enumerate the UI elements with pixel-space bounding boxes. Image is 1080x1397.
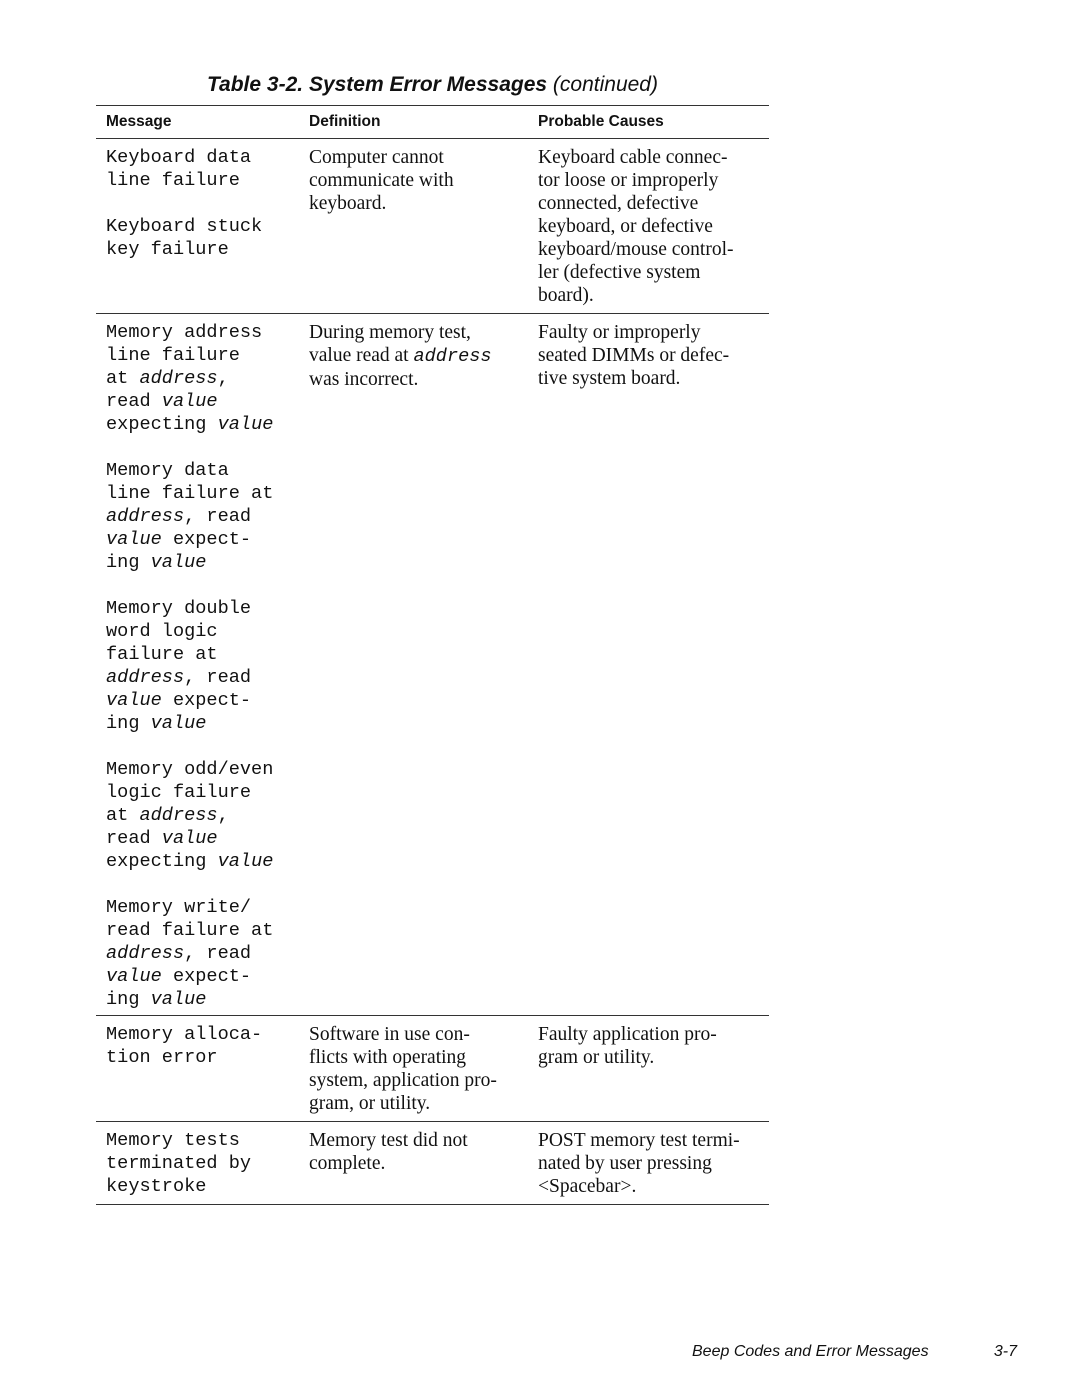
- variable-text: value: [106, 529, 162, 550]
- cause-line: [538, 238, 766, 261]
- message-line: [106, 620, 306, 643]
- definition-line: [309, 1152, 531, 1175]
- text-run: <Spacebar>.: [538, 1176, 637, 1197]
- variable-text: value: [106, 690, 162, 711]
- message-line: [106, 528, 306, 551]
- caption-title: System Error Messages: [308, 73, 548, 96]
- definition-line: [309, 1023, 531, 1046]
- header-definition: Definition: [309, 113, 381, 130]
- text-run: Keyboard stuck: [106, 216, 263, 237]
- variable-text: value: [150, 552, 207, 573]
- message-line: [106, 344, 306, 367]
- message-line: [106, 215, 306, 238]
- cause-line: [538, 192, 766, 215]
- text-run: gram or utility.: [538, 1047, 655, 1068]
- text-run: connected, defective: [538, 193, 699, 214]
- error-message: [106, 1023, 306, 1069]
- message-line: [106, 413, 306, 436]
- message-line: [106, 169, 306, 192]
- text-run: Memory address: [106, 322, 263, 343]
- text-run: board).: [538, 285, 594, 306]
- text-run: word logic: [106, 621, 218, 642]
- message-line: [106, 482, 306, 505]
- row-divider: [96, 313, 769, 314]
- variable-text: value: [106, 966, 162, 987]
- text-run: Memory data: [106, 460, 229, 481]
- text-run: Memory tests: [106, 1130, 240, 1151]
- text-run: key failure: [106, 239, 229, 260]
- text-run: value read at: [309, 345, 414, 366]
- text-run: , read: [184, 667, 252, 688]
- message-line: [106, 988, 306, 1011]
- text-run: communicate with: [309, 170, 454, 191]
- variable-text: address: [106, 943, 185, 964]
- text-run: Memory test did not: [309, 1130, 468, 1151]
- text-run: failure at: [106, 644, 218, 665]
- text-run: flicts with operating: [309, 1047, 467, 1068]
- text-run: During memory test,: [309, 322, 471, 343]
- text-run: keyboard/mouse control-: [538, 239, 734, 260]
- text-run: Memory odd/even: [106, 759, 274, 780]
- cause-line: [538, 1152, 766, 1175]
- text-run: was incorrect.: [309, 369, 419, 390]
- message-line: [106, 505, 306, 528]
- text-run: expecting: [106, 414, 218, 435]
- text-run: Software in use con-: [309, 1024, 470, 1045]
- header-message: Message: [106, 113, 172, 130]
- text-run: expect-: [161, 529, 252, 550]
- text-run: ler (defective system: [538, 262, 701, 283]
- message-line: [106, 551, 306, 574]
- variable-text: value: [217, 414, 274, 435]
- caption-label: Table 3-2.: [207, 73, 304, 96]
- text-run: ing: [106, 552, 151, 573]
- header-probable-causes: Probable Causes: [538, 113, 664, 130]
- message-line: [106, 666, 306, 689]
- probable-causes-cell: [538, 1023, 766, 1069]
- text-run: , read: [184, 943, 252, 964]
- message-cell: [106, 146, 306, 261]
- message-cell: [106, 1023, 306, 1069]
- error-message: [106, 1129, 306, 1198]
- definition-cell: [309, 146, 531, 215]
- message-line: [106, 146, 306, 169]
- text-run: terminated by: [106, 1153, 252, 1174]
- table-bottom-rule: [96, 1204, 769, 1205]
- definition-line: [309, 146, 531, 169]
- message-line: [106, 781, 306, 804]
- message-line: [106, 1023, 306, 1046]
- definition-line: [309, 1092, 531, 1115]
- message-line: [106, 942, 306, 965]
- text-run: ,: [217, 368, 229, 389]
- cause-line: [538, 1023, 766, 1046]
- variable-text: value: [217, 851, 274, 872]
- message-line: [106, 643, 306, 666]
- text-run: Computer cannot: [309, 147, 444, 168]
- message-line: [106, 804, 306, 827]
- text-run: keyboard.: [309, 193, 387, 214]
- error-message: [106, 146, 306, 192]
- probable-causes-cell: [538, 321, 766, 390]
- variable-text: address: [413, 346, 492, 367]
- variable-text: value: [150, 713, 207, 734]
- text-run: line failure: [106, 170, 240, 191]
- text-run: gram, or utility.: [309, 1093, 431, 1114]
- text-run: Faulty application pro-: [538, 1024, 717, 1045]
- text-run: keyboard, or defective: [538, 216, 713, 237]
- cause-line: [538, 367, 766, 390]
- error-message: [106, 758, 306, 873]
- message-line: [106, 1046, 306, 1069]
- text-run: Keyboard cable connec-: [538, 147, 728, 168]
- text-run: system, application pro-: [309, 1070, 497, 1091]
- definition-cell: [309, 1129, 531, 1175]
- message-line: [106, 367, 306, 390]
- variable-text: address: [106, 506, 185, 527]
- probable-causes-cell: [538, 146, 766, 307]
- message-line: [106, 238, 306, 261]
- variable-text: value: [161, 391, 218, 412]
- text-run: POST memory test termi-: [538, 1130, 740, 1151]
- text-run: tor loose or improperly: [538, 170, 719, 191]
- cause-line: [538, 215, 766, 238]
- definition-line: [309, 192, 531, 215]
- message-line: [106, 1152, 306, 1175]
- text-run: at: [106, 368, 140, 389]
- text-run: at: [106, 805, 140, 826]
- definition-line: [309, 1069, 531, 1092]
- message-line: [106, 321, 306, 344]
- text-run: keystroke: [106, 1176, 207, 1197]
- message-line: [106, 597, 306, 620]
- cause-line: [538, 169, 766, 192]
- text-run: read: [106, 391, 162, 412]
- message-line: [106, 689, 306, 712]
- definition-line: [309, 1129, 531, 1152]
- variable-text: value: [161, 828, 218, 849]
- definition-line: [309, 169, 531, 192]
- message-line: [106, 758, 306, 781]
- probable-causes-cell: [538, 1129, 766, 1198]
- cause-line: [538, 1175, 766, 1198]
- text-run: Keyboard data: [106, 147, 252, 168]
- cause-line: [538, 1046, 766, 1069]
- text-run: complete.: [309, 1153, 386, 1174]
- text-run: expecting: [106, 851, 218, 872]
- text-run: line failure at: [106, 483, 274, 504]
- error-message: [106, 215, 306, 261]
- text-run: ,: [217, 805, 229, 826]
- text-run: logic failure: [106, 782, 252, 803]
- text-run: line failure: [106, 345, 240, 366]
- message-line: [106, 919, 306, 942]
- message-line: [106, 965, 306, 988]
- footer-title: Beep Codes and Error Messages: [692, 1343, 929, 1360]
- message-line: [106, 1175, 306, 1198]
- text-run: tion error: [106, 1047, 218, 1068]
- text-run: Memory write/: [106, 897, 252, 918]
- text-run: Faulty or improperly: [538, 322, 701, 343]
- message-line: [106, 827, 306, 850]
- row-divider: [96, 1121, 769, 1122]
- variable-text: address: [106, 667, 185, 688]
- text-run: tive system board.: [538, 368, 681, 389]
- cause-line: [538, 261, 766, 284]
- error-message: [106, 597, 306, 735]
- variable-text: address: [139, 805, 218, 826]
- text-run: , read: [184, 506, 252, 527]
- text-run: ing: [106, 713, 151, 734]
- text-run: Memory alloca-: [106, 1024, 263, 1045]
- variable-text: value: [150, 989, 207, 1010]
- definition-cell: [309, 1023, 531, 1115]
- definition-line: [309, 368, 531, 391]
- message-cell: [106, 1129, 306, 1198]
- definition-line: [309, 321, 531, 344]
- text-run: nated by user pressing: [538, 1153, 712, 1174]
- error-message: [106, 896, 306, 1011]
- cause-line: [538, 284, 766, 307]
- definition-line: [309, 344, 531, 368]
- table-top-rule: [96, 105, 769, 106]
- definition-cell: [309, 321, 531, 391]
- error-message: [106, 321, 306, 436]
- message-line: [106, 850, 306, 873]
- table-caption: [96, 70, 769, 100]
- message-line: [106, 459, 306, 482]
- message-line: [106, 1129, 306, 1152]
- text-run: read failure at: [106, 920, 274, 941]
- error-message: [106, 459, 306, 574]
- header-rule: [96, 138, 769, 139]
- cause-line: [538, 146, 766, 169]
- definition-line: [309, 1046, 531, 1069]
- message-cell: [106, 321, 306, 1011]
- caption-suffix: (continued): [552, 73, 658, 96]
- text-run: Memory double: [106, 598, 252, 619]
- message-line: [106, 896, 306, 919]
- text-run: expect-: [161, 690, 252, 711]
- text-run: seated DIMMs or defec-: [538, 345, 730, 366]
- cause-line: [538, 344, 766, 367]
- text-run: expect-: [161, 966, 252, 987]
- variable-text: address: [139, 368, 218, 389]
- message-line: [106, 390, 306, 413]
- message-line: [106, 712, 306, 735]
- row-divider: [96, 1015, 769, 1016]
- cause-line: [538, 321, 766, 344]
- page-number: 3-7: [993, 1343, 1017, 1360]
- cause-line: [538, 1129, 766, 1152]
- text-run: read: [106, 828, 162, 849]
- text-run: ing: [106, 989, 151, 1010]
